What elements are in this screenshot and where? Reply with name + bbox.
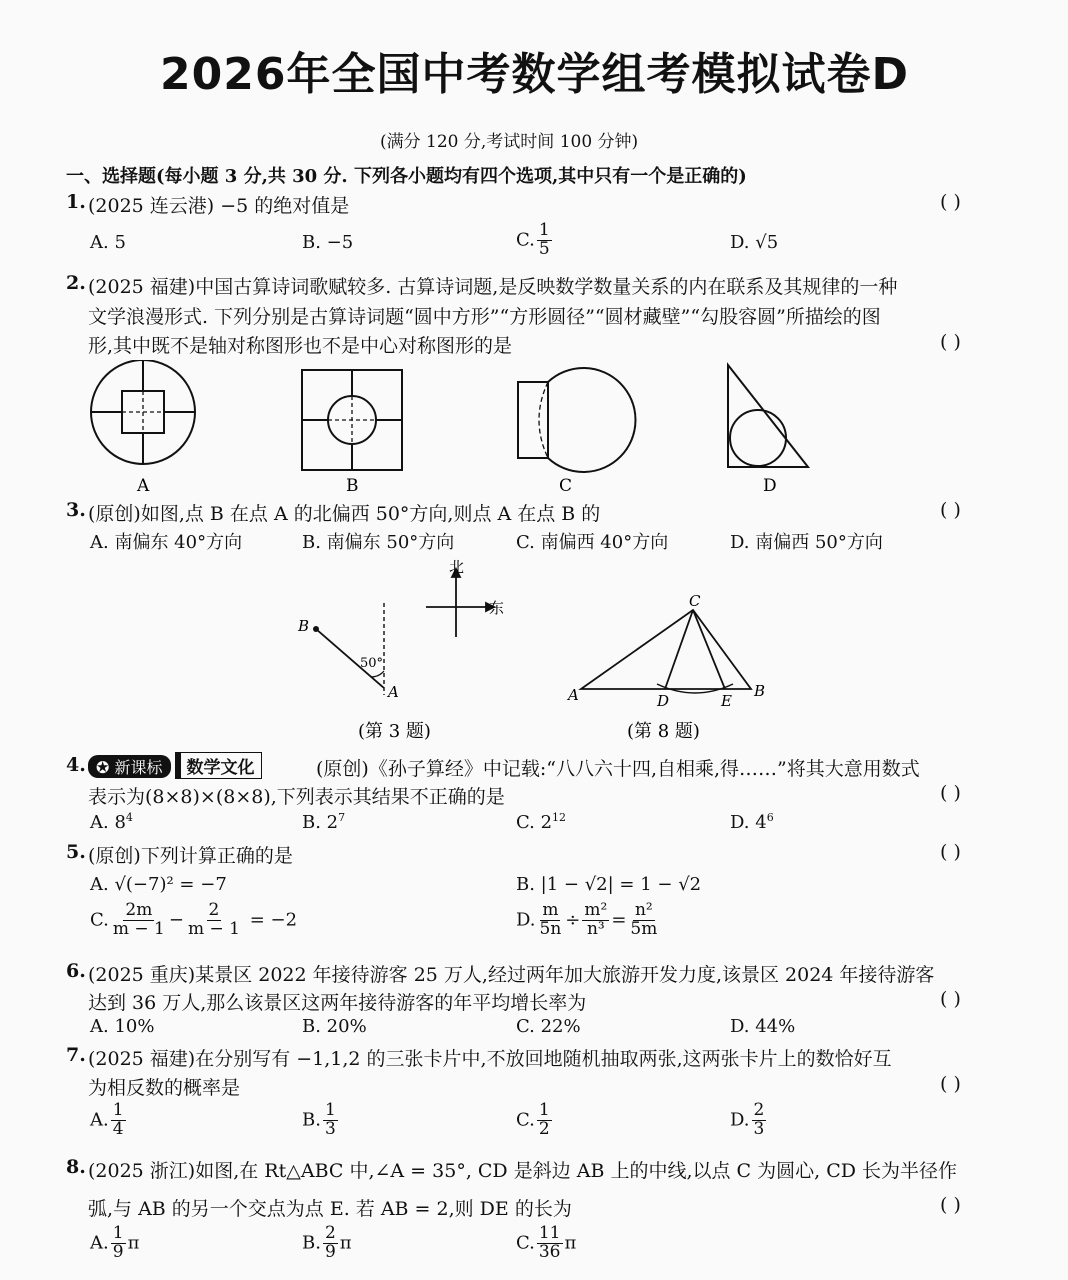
- q2-label-d: D: [763, 476, 777, 496]
- fig8-caption: (第 8 题): [627, 721, 700, 742]
- q5-d-num3: n²: [634, 900, 653, 920]
- fig8-point-b: B: [754, 682, 766, 700]
- q1-option-c-label: C.: [516, 229, 535, 251]
- q1-text: (2025 连云港) −5 的绝对值是: [88, 195, 350, 217]
- q4-b-base: B. 2: [302, 812, 339, 833]
- q5-d-equals: =: [611, 909, 627, 931]
- q2-figure-a: [91, 360, 195, 464]
- q8-a-pi: π: [127, 1232, 140, 1254]
- q4-option-d: [730, 811, 774, 833]
- fig8-point-d: D: [657, 692, 670, 710]
- q5-c-label: C.: [90, 909, 109, 931]
- q8-c-pi: π: [564, 1232, 577, 1254]
- q4-c-base: C. 2: [516, 812, 553, 833]
- new-curriculum-badge: ✪ 新课标: [88, 755, 171, 778]
- q2-number: 2.: [66, 272, 86, 294]
- fig3-point-b: B: [298, 617, 310, 635]
- new-curriculum-badge-label: 新课标: [114, 758, 163, 777]
- fig3-east-label: 东: [489, 599, 505, 617]
- q6-line-2: 达到 36 万人,那么该景区这两年接待游客的年平均增长率为: [88, 992, 587, 1014]
- fig8-point-a: A: [568, 686, 579, 704]
- q2-label-b: B: [346, 476, 359, 496]
- q8-option-a: [90, 1225, 139, 1262]
- fig3-caption: (第 3 题): [358, 721, 431, 742]
- q5-option-d: [516, 902, 661, 939]
- fig8-point-e: E: [721, 692, 732, 710]
- q4-badges: [88, 752, 262, 779]
- q4-d-exp: 6: [766, 811, 774, 824]
- q4-line-1: (原创)《孙子算经》中记载:“八八六十四,自相乘,得……”将其大意用数式: [316, 758, 920, 780]
- q6-option-b: B. 20%: [302, 1016, 367, 1037]
- q6-option-a: A. 10%: [90, 1016, 155, 1037]
- q4-b-exp: 7: [338, 811, 346, 824]
- q1-c-numerator: 1: [538, 220, 550, 240]
- q5-c-result: = −2: [249, 909, 298, 931]
- q7-d-num: 2: [753, 1100, 765, 1120]
- q7-option-a: [90, 1102, 128, 1139]
- q7-line-2: 为相反数的概率是: [88, 1077, 241, 1099]
- q2-answer-blank: ( ): [940, 331, 961, 353]
- q2-label-c: C: [559, 476, 573, 496]
- q5-c-den1: m − 1: [112, 918, 165, 939]
- q2-label-a: A: [137, 476, 150, 496]
- q4-number: 4.: [66, 754, 86, 776]
- q8-a-label: A.: [90, 1232, 109, 1254]
- q5-d-den2: n³: [586, 918, 605, 939]
- q4-option-b: [302, 811, 345, 833]
- q6-option-c: C. 22%: [516, 1016, 581, 1037]
- q7-answer-blank: ( ): [940, 1073, 961, 1095]
- figure-8: [565, 592, 775, 745]
- q5-c-num2: 2: [208, 900, 220, 920]
- q2-line-2: 文学浪漫形式. 下列分别是古算诗词题“圆中方形”“方形圆径”“圆材藏壁”“勾股容圆”所描绘的图: [88, 306, 881, 328]
- q4-option-c: [516, 811, 566, 833]
- q7-number: 7.: [66, 1044, 86, 1066]
- q6-number: 6.: [66, 960, 86, 982]
- q8-b-num: 2: [324, 1223, 336, 1243]
- q2-figures: [80, 360, 840, 500]
- q1-option-d: D. √5: [730, 232, 779, 253]
- fig8-point-c: C: [689, 592, 701, 610]
- q5-d-den1: 5n: [539, 918, 562, 939]
- q1-c-denominator: 5: [538, 238, 550, 259]
- section-heading: 一、选择题(每小题 3 分,共 30 分. 下列各小题均有四个选项,其中只有一个是正确的): [66, 166, 747, 187]
- fig3-north-label: 北: [449, 558, 465, 576]
- segment-cd: [665, 610, 693, 689]
- q3-text: (原创)如图,点 B 在点 A 的北偏西 50°方向,则点 A 在点 B 的: [88, 503, 601, 525]
- q7-option-d: [730, 1102, 768, 1139]
- q7-c-den: 2: [538, 1118, 550, 1139]
- q6-line-1: (2025 重庆)某景区 2022 年接待游客 25 万人,经过两年加大旅游开发力度,该景区 2024 年接待游客: [88, 964, 935, 986]
- q2-figure-d: [728, 365, 808, 467]
- q7-d-label: D.: [730, 1109, 750, 1131]
- q3-option-a: A. 南偏东 40°方向: [90, 532, 243, 553]
- q8-answer-blank: ( ): [940, 1194, 961, 1216]
- q2-figure-b: [302, 370, 402, 470]
- q5-option-b: B. |1 − √2| = 1 − √2: [516, 874, 702, 895]
- q5-option-a: A. √(−7)² = −7: [90, 874, 227, 895]
- q5-d-num2: m²: [584, 900, 608, 920]
- q7-option-b: [302, 1102, 340, 1139]
- q8-option-b: [302, 1225, 352, 1262]
- q4-a-exp: 4: [125, 811, 133, 824]
- q2-line-3: 形,其中既不是轴对称图形也不是中心对称图形的是: [88, 335, 513, 357]
- q5-d-divide: ÷: [565, 909, 581, 931]
- page-title: 2026年全国中考数学组考模拟试卷D: [160, 49, 909, 100]
- q5-c-num1: 2m: [125, 900, 153, 920]
- q5-text: (原创)下列计算正确的是: [88, 845, 293, 867]
- q7-d-den: 3: [753, 1118, 765, 1139]
- q3-number: 3.: [66, 499, 86, 521]
- q4-answer-blank: ( ): [940, 782, 961, 804]
- q7-a-label: A.: [90, 1109, 109, 1131]
- q4-a-base: A. 8: [90, 812, 126, 833]
- q7-c-label: C.: [516, 1109, 535, 1131]
- q1-option-b: B. −5: [302, 232, 354, 253]
- q7-b-label: B.: [302, 1109, 321, 1131]
- q7-c-num: 1: [538, 1100, 550, 1120]
- q6-option-d: D. 44%: [730, 1016, 796, 1037]
- q8-b-label: B.: [302, 1232, 321, 1254]
- q8-b-pi: π: [339, 1232, 352, 1254]
- q7-b-den: 3: [324, 1118, 336, 1139]
- q1-answer-blank: ( ): [940, 191, 961, 213]
- q8-a-den: 9: [112, 1241, 124, 1262]
- q7-a-den: 4: [112, 1118, 124, 1139]
- q4-d-base: D. 4: [730, 812, 767, 833]
- q6-answer-blank: ( ): [940, 988, 961, 1010]
- q8-c-label: C.: [516, 1232, 535, 1254]
- q8-c-den: 36: [538, 1241, 561, 1262]
- q7-b-num: 1: [324, 1100, 336, 1120]
- figure-3: [290, 555, 520, 745]
- q2-line-1: (2025 福建)中国古算诗词歌赋较多. 古算诗词题,是反映数学数量关系的内在联系及其规律的一种: [88, 276, 898, 298]
- q1-option-c: [516, 222, 554, 259]
- q7-option-c: [516, 1102, 554, 1139]
- q8-option-c: [516, 1225, 576, 1262]
- q7-line-1: (2025 福建)在分别写有 −1,1,2 的三张卡片中,不放回地随机抽取两张,这两张卡片上的数恰好互: [88, 1048, 892, 1070]
- q8-line-2: 弧,与 AB 的另一个交点为点 E. 若 AB = 2,则 DE 的长为: [88, 1198, 572, 1220]
- page-subtitle: (满分 120 分,考试时间 100 分钟): [380, 132, 639, 152]
- q1-option-a: A. 5: [90, 232, 126, 253]
- q4-line-2: 表示为(8×8)×(8×8),下列表示其结果不正确的是: [88, 786, 505, 808]
- math-culture-badge: 数学文化: [175, 752, 262, 779]
- q5-c-minus: −: [168, 909, 184, 931]
- q8-line-1: (2025 浙江)如图,在 Rt△ABC 中,∠A = 35°, CD 是斜边 AB 上的中线,以点 C 为圆心, CD 长为半径作: [88, 1160, 958, 1182]
- q5-c-den2: m − 1: [187, 918, 240, 939]
- q5-d-num1: m: [542, 900, 559, 920]
- q2-figure-c: [518, 368, 635, 472]
- q8-b-den: 9: [324, 1241, 336, 1262]
- q3-option-d: D. 南偏西 50°方向: [730, 532, 883, 553]
- fig3-point-a: A: [388, 683, 399, 701]
- q3-option-c: C. 南偏西 40°方向: [516, 532, 669, 553]
- q5-number: 5.: [66, 841, 86, 863]
- q4-c-exp: 12: [552, 811, 567, 824]
- q5-d-label: D.: [516, 909, 536, 931]
- segment-ce: [693, 610, 725, 689]
- fig3-angle-label: 50°: [360, 656, 384, 671]
- q8-c-num: 11: [538, 1223, 561, 1243]
- q1-number: 1.: [66, 191, 86, 213]
- q7-a-num: 1: [112, 1100, 124, 1120]
- q3-option-b: B. 南偏东 50°方向: [302, 532, 455, 553]
- q3-answer-blank: ( ): [940, 499, 961, 521]
- q5-answer-blank: ( ): [940, 841, 961, 863]
- q8-number: 8.: [66, 1156, 86, 1178]
- q5-option-c: [90, 902, 297, 939]
- q5-d-den3: 5m: [630, 918, 658, 939]
- q8-a-num: 1: [112, 1223, 124, 1243]
- q4-option-a: [90, 811, 133, 833]
- triangle-abc: [581, 610, 751, 689]
